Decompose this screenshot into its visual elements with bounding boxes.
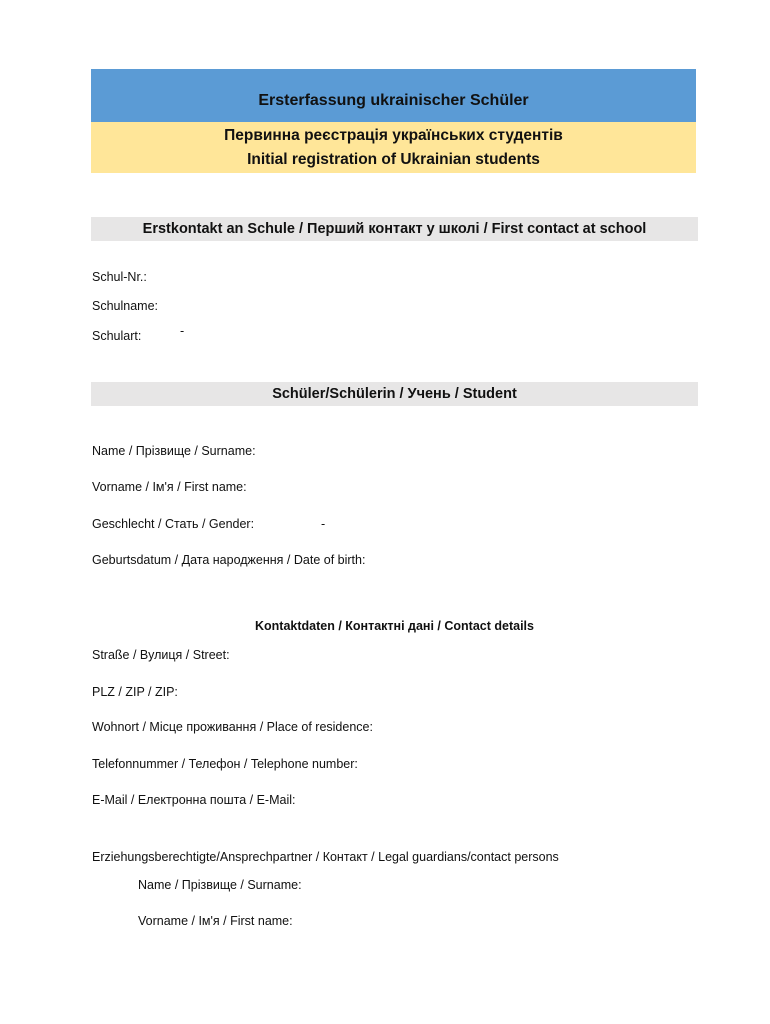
- section-heading-student: [91, 382, 698, 406]
- form-title-translations: [91, 122, 696, 173]
- section-heading-school-text: Erstkontakt an Schule / Перший контакт у школі / First contact at school: [142, 221, 647, 237]
- form-title-german: [91, 69, 696, 122]
- form-title-english: Initial registration of Ukrainian students: [247, 150, 540, 168]
- student-firstname-label: Vorname / Ім'я / First name:: [92, 480, 247, 494]
- school-type-label: Schulart:: [92, 329, 142, 343]
- school-type-value[interactable]: -: [180, 324, 185, 338]
- form-title-ukrainian: Первинна реєстрація українських студентів: [224, 126, 563, 144]
- school-name-label: Schulname:: [92, 299, 159, 313]
- student-dob-label: Geburtsdatum / Дата народження / Date of birth:: [92, 553, 366, 567]
- guardian-firstname-label: Vorname / Ім'я / First name:: [138, 914, 293, 928]
- school-number-label: Schul-Nr.:: [92, 270, 147, 284]
- student-gender-value[interactable]: -: [321, 517, 326, 531]
- zip-label: PLZ / ZIP / ZIP:: [92, 685, 178, 699]
- form-title-german-text: Ersterfassung ukrainischer Schüler: [258, 91, 529, 109]
- guardians-heading: Erziehungsberechtigte/Ansprechpartner / Контакт / Legal guardians/contact persons: [92, 850, 559, 864]
- section-heading-school: [91, 217, 698, 241]
- residence-label: Wohnort / Місце проживання / Place of residence:: [92, 720, 373, 734]
- contact-details-heading: Kontaktdaten / Контактні дані / Contact details: [255, 619, 534, 633]
- phone-label: Telefonnummer / Телефон / Telephone number:: [92, 757, 358, 771]
- email-label: E-Mail / Електронна пошта / E-Mail:: [92, 793, 296, 807]
- street-label: Straße / Вулиця / Street:: [92, 648, 230, 662]
- section-heading-student-text: Schüler/Schülerin / Учень / Student: [272, 386, 517, 402]
- student-surname-label: Name / Прізвище / Surname:: [92, 444, 256, 458]
- guardian-surname-label: Name / Прізвище / Surname:: [138, 878, 302, 892]
- student-gender-label: Geschlecht / Стать / Gender:: [92, 517, 255, 531]
